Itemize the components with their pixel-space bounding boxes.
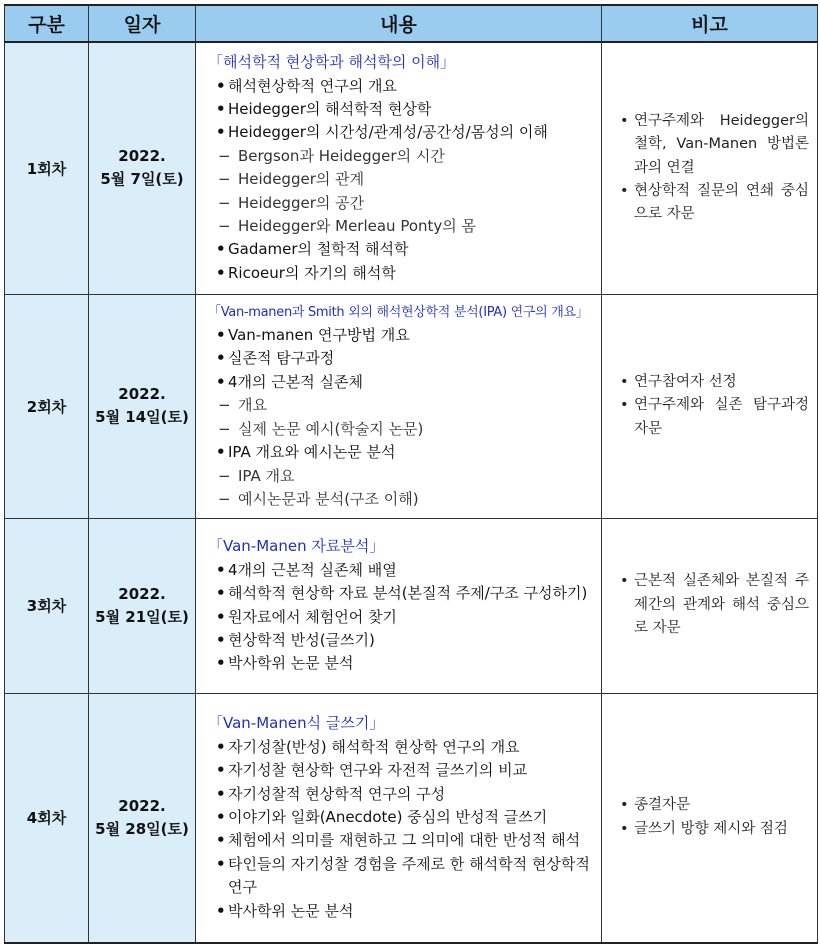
notes-cell: [602, 693, 818, 943]
content-cell: [196, 518, 602, 693]
date-year: 2022.: [118, 385, 166, 403]
date-day: 5월 7일(토): [100, 170, 184, 189]
header-row: [5, 5, 818, 42]
content-item: • 박사학위 논문 분석: [208, 652, 597, 675]
date-cell: [89, 518, 196, 693]
notes-cell: [602, 518, 818, 693]
header-content: 내용: [196, 5, 602, 42]
content-item: • Van-manen 연구방법 개요: [208, 324, 597, 347]
content-subitem: − Heidegger와 Merleau Ponty의 몸: [208, 215, 597, 238]
content-item: • Ricoeur의 자기의 해석학: [208, 262, 597, 285]
content-item: • 실존적 탐구과정: [208, 347, 597, 370]
date-year: 2022.: [118, 584, 166, 603]
date-year: 2022.: [118, 147, 166, 166]
content-item: • Gadamer의 철학적 해석학: [208, 238, 597, 261]
header-date: 일자: [89, 5, 196, 42]
content-item: • 체험에서 의미를 재현하고 그 의미에 대한 반성적 해석: [208, 829, 597, 852]
content-subitem: − 실제 논문 예시(학술지 논문): [208, 418, 597, 441]
content-item: • 이야기와 일화(Anecdote) 중심의 반성적 글쓰기: [208, 806, 597, 829]
content-subitem: − IPA 개요: [208, 465, 597, 488]
content-subitem: − Bergson과 Heidegger의 시간: [208, 145, 597, 168]
content-item: • Heidegger의 해석학적 현상학: [208, 98, 597, 121]
content-item: • 현상학적 반성(글쓰기): [208, 629, 597, 652]
content-item: • 해석현상학적 연구의 개요: [208, 75, 597, 98]
note-item: • 현상학적 질문의 연쇄 중심으로 자문: [620, 180, 809, 227]
header-session: 구분: [5, 5, 89, 42]
content-item: • 자기성찰적 현상학적 연구의 구성: [208, 783, 597, 806]
session-title: 「Van-manen과 Smith 외의 해석현상학적 분석(IPA) 연구의 개요」: [208, 304, 589, 320]
date-cell: [89, 294, 196, 518]
content-item: • 박사학위 논문 분석: [208, 900, 597, 923]
content-item: • IPA 개요와 예시논문 분석: [208, 441, 597, 464]
session-title: 「Van-Manen 자료분석」: [208, 537, 385, 556]
note-item: • 연구주제와 실존 탐구과정 자문: [620, 394, 809, 441]
note-item: • 글쓰기 방향 제시와 점검: [620, 818, 809, 841]
session-cell: 4회차: [5, 693, 89, 943]
content-subitem: − 예시논문과 분석(구조 이해): [208, 488, 597, 511]
date-year: 2022.: [118, 796, 166, 815]
date-cell: [89, 693, 196, 943]
session-cell: 3회차: [5, 518, 89, 693]
content-item: • 원자료에서 체험언어 찾기: [208, 606, 597, 629]
note-item: • 연구참여자 선정: [620, 371, 809, 394]
session-cell: 1회차: [5, 42, 89, 294]
content-item: • Heidegger의 시간성/관계성/공간성/몸성의 이해: [208, 121, 597, 144]
notes-cell: [602, 42, 818, 294]
date-day: 5월 14일(토): [95, 408, 189, 426]
date-day: 5월 21일(토): [95, 607, 189, 626]
table-row: [5, 42, 818, 294]
notes-cell: [602, 294, 818, 518]
content-subitem: − Heidegger의 관계: [208, 168, 597, 191]
content-item: • 자기성찰 현상학 연구와 자전적 글쓰기의 비교: [208, 759, 597, 782]
session-title: 「Van-Manen식 글쓰기」: [208, 714, 385, 733]
table-row: [5, 294, 818, 518]
content-cell: [196, 693, 602, 943]
table-row: [5, 518, 818, 693]
content-item: • 4개의 근본적 실존체: [208, 371, 597, 394]
session-title: 「해석학적 현상학과 해석학의 이해」: [208, 53, 456, 72]
content-cell: [196, 294, 602, 518]
table-row: [5, 693, 818, 943]
content-cell: [196, 42, 602, 294]
header-notes: 비고: [602, 5, 818, 42]
content-item: • 타인들의 자기성찰 경험을 주제로 한 해석학적 현상학적 연구: [208, 853, 597, 900]
session-cell: 2회차: [5, 294, 89, 518]
note-item: • 연구주제와 Heidegger의 철학, Van-Manen 방법론과의 연결: [620, 110, 809, 180]
note-item: • 종결자문: [620, 794, 809, 817]
note-item: • 근본적 실존체와 본질적 주제간의 관계와 해석 중심으로 자문: [620, 570, 809, 640]
schedule-table: [4, 4, 818, 944]
content-subitem: − Heidegger의 공간: [208, 192, 597, 215]
date-cell: [89, 42, 196, 294]
content-item: • 4개의 근본적 실존체 배열: [208, 559, 597, 582]
content-item: • 자기성찰(반성) 해석학적 현상학 연구의 개요: [208, 736, 597, 759]
date-day: 5월 28일(토): [95, 819, 189, 838]
content-subitem: − 개요: [208, 394, 597, 417]
content-item: • 해석학적 현상학 자료 분석(본질적 주제/구조 구성하기): [208, 582, 597, 605]
